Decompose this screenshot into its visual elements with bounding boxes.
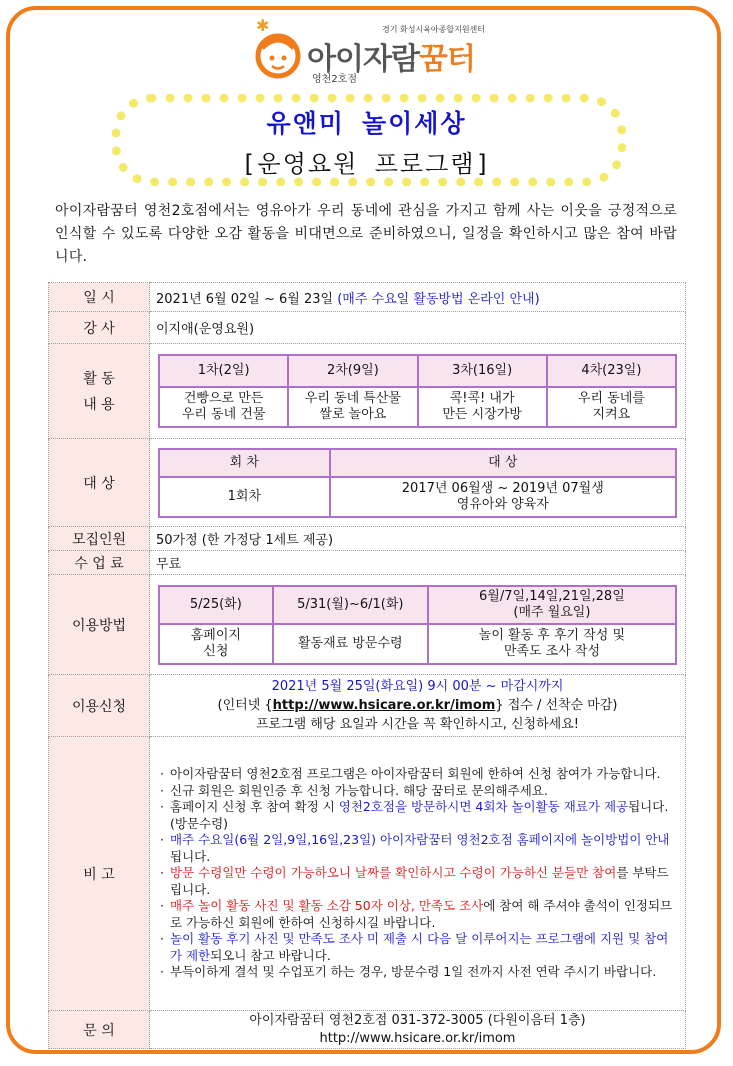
method-header [428, 586, 676, 624]
notes-list [158, 766, 677, 981]
value-recruit: 50가정 (한 가정당 1세트 제공) [150, 527, 686, 551]
row-recruit [49, 527, 686, 551]
note-item [158, 865, 677, 898]
note-text: 에 참여 해 주셔야 출석이 인정되므로 가능하신 회원에 한하여 신청하시길 바랍니다. [170, 898, 673, 930]
row-activity [49, 344, 686, 439]
session-header: 1차(2일) [159, 355, 288, 387]
note-text: 됩니다.(방문수령) [170, 799, 669, 831]
logo-title-prefix: 아이자람 [307, 42, 419, 77]
label-activity [49, 344, 150, 439]
note-item [158, 931, 677, 964]
note-item [158, 799, 677, 832]
note-text: 되오니 참고 바랍니다. [210, 947, 331, 963]
method-body: 활동재료 방문수령 [273, 624, 428, 664]
session-header: 2차(9일) [288, 355, 417, 387]
method-body-line: 신청 [203, 643, 229, 659]
note-item [158, 832, 677, 865]
apply-deadline: 2021년 5월 25일(화요일) 9시 00분 ~ 마감시까지 [271, 679, 564, 694]
target-session: 1회차 [159, 477, 330, 517]
info-table [48, 282, 686, 1049]
apply-online-prefix: (인터넷 { [217, 698, 273, 713]
target-ages-line: 영유아와 양육자 [456, 496, 549, 512]
method-body-line: 홈페이지 [190, 627, 241, 643]
logo-branch: 영천2호점 [312, 74, 358, 85]
target-table [158, 448, 677, 518]
apply-online-suffix: } 접수 / 선착순 마감) [495, 698, 618, 713]
method-body-line: 만족도 조사 작성 [503, 643, 600, 659]
note-highlight: 방문 수령일만 수령이 가능하오니 날짜를 확인하시고 수령이 가능하신 분들만 참여 [170, 865, 617, 881]
session-body-line: 우리 동네 건물 [181, 407, 266, 422]
logo-title-suffix: 꿈터 [418, 42, 475, 77]
star-icon: ✱ [256, 16, 270, 35]
child-face-icon [252, 28, 304, 80]
row-method [49, 575, 686, 675]
session-body-line: 지켜요 [592, 407, 631, 422]
target-ages-line: 2017년 06월생 ~ 2019년 07월생 [401, 480, 604, 496]
row-apply [49, 675, 686, 737]
target-ages [330, 477, 676, 517]
apply-online [156, 696, 679, 715]
method-body-line: 놀이 활동 후 후기 작성 및 [478, 627, 626, 643]
value-method [150, 575, 686, 675]
note-text: 홈페이지 신청 후 참여 확정 시 [170, 799, 339, 815]
page-title: 유앤미 놀이세상 [266, 109, 467, 138]
session-body-line: 콕!콕! 내가 [449, 391, 515, 406]
target-col2-header: 대 상 [330, 449, 676, 477]
date-text: 2021년 6월 02일 ~ 6월 23일 [156, 291, 338, 307]
method-header-line: 6월/7일,14일,21일,28일 [479, 588, 625, 604]
intro-paragraph: 아이자람꿈터 영천2호점에서는 영유아가 우리 동네에 관심을 가지고 함께 사는 이웃을 긍정적으로 인식할 수 있도록 다양한 오감 활동을 비대면으로 준비하였으니, 일정을 확인하시고 많은 참여 바랍니다. [55, 203, 677, 265]
session-body [288, 387, 417, 427]
value-date [150, 283, 686, 312]
note-highlight: 놀이 활동 후기 사진 및 만족도 조사 미 제출 시 다음 달 이루어지는 프로그램에 지원 및 참여가 제한 [170, 931, 669, 963]
value-teacher: 이지애(운영요원) [150, 312, 686, 344]
label-recruit: 모집인원 [49, 527, 150, 551]
note-highlight: 매주 놀이 활동 사진 및 활동 소감 50자 이상, 만족도 조사 [170, 898, 484, 914]
label-apply: 이용신청 [49, 675, 150, 737]
session-body [547, 387, 676, 427]
note-text: 됩니다. [170, 848, 211, 864]
label-contact: 문 의 [49, 1011, 150, 1049]
label-method: 이용방법 [49, 575, 150, 675]
label-fee: 수 업 료 [49, 551, 150, 575]
label-activity-2: 내 용 [83, 397, 115, 413]
value-fee: 무료 [150, 551, 686, 575]
contact-link[interactable]: http://www.hsicare.or.kr/imom [319, 1030, 516, 1046]
session-body [418, 387, 547, 427]
session-body-line: 우리 동네를 [577, 391, 645, 406]
note-item: · 부득이하게 결석 및 수업포기 하는 경우, 방문수령 1일 전까지 사전 연락 주시기 바랍니다. [158, 964, 677, 981]
value-target [150, 439, 686, 527]
note-item [158, 898, 677, 931]
row-notes [49, 737, 686, 1011]
session-body [159, 387, 288, 427]
note-item: · 아이자람꿈터 영천2호점 프로그램은 아이자람꿈터 회원에 한하여 신청 참여가 가능합니다. [158, 766, 677, 783]
session-header: 3차(16일) [418, 355, 547, 387]
apply-notice: 프로그램 해당 요일과 시간을 꼭 확인하시고, 신청하세요! [256, 717, 579, 732]
apply-link[interactable]: http://www.hsicare.or.kr/imom [272, 698, 496, 713]
value-activity [150, 344, 686, 439]
row-contact [49, 1011, 686, 1049]
method-table [158, 585, 677, 665]
value-apply [150, 675, 686, 737]
row-fee [49, 551, 686, 575]
row-teacher [49, 312, 686, 344]
logo [252, 18, 502, 88]
method-body [428, 624, 676, 664]
value-notes [150, 737, 686, 1011]
value-contact [150, 1011, 686, 1049]
session-body-line: 쌀로 놀아요 [319, 407, 387, 422]
session-body-line: 건빵으로 만든 [183, 391, 264, 406]
label-date: 일 시 [49, 283, 150, 312]
label-teacher: 강 사 [49, 312, 150, 344]
session-body-line: 우리 동네 특산물 [304, 391, 401, 406]
target-col1-header: 회 차 [159, 449, 330, 477]
method-body [159, 624, 273, 664]
session-body-line: 만든 시장가방 [442, 407, 522, 422]
label-activity-1: 활 동 [83, 371, 115, 387]
note-text: 를 부탁드립니다. [170, 865, 669, 897]
activity-table [158, 354, 677, 428]
row-date [49, 283, 686, 312]
note-highlight: 영천2호점을 방문하시면 4회차 놀이활동 재료가 제공 [338, 799, 629, 815]
method-header: 5/31(월)~6/1(화) [273, 586, 428, 624]
note-highlight: 매주 수요일(6월 2일,9일,16일,23일) 아이자람꿈터 영천2호점 홈페이지에 놀이방법이 안내 [170, 832, 670, 848]
page-subtitle: [운영요원 프로그램] [241, 150, 492, 178]
logo-org: 경기 화성시육아종합지원센터 [382, 25, 486, 34]
method-header: 5/25(화) [159, 586, 273, 624]
contact-phone: 아이자람꿈터 영천2호점 031-372-3005 (다원이음터 1층) [249, 1012, 586, 1028]
date-highlight: (매주 수요일 활동방법 온라인 안내) [337, 291, 540, 307]
session-header: 4차(23일) [547, 355, 676, 387]
label-notes: 비 고 [49, 737, 150, 1011]
label-target: 대 상 [49, 439, 150, 527]
method-header-line: (매주 월요일) [513, 604, 591, 620]
row-target [49, 439, 686, 527]
note-item: · 신규 회원은 회원인증 후 신청 가능합니다. 해당 꿈터로 문의해주세요. [158, 783, 677, 800]
